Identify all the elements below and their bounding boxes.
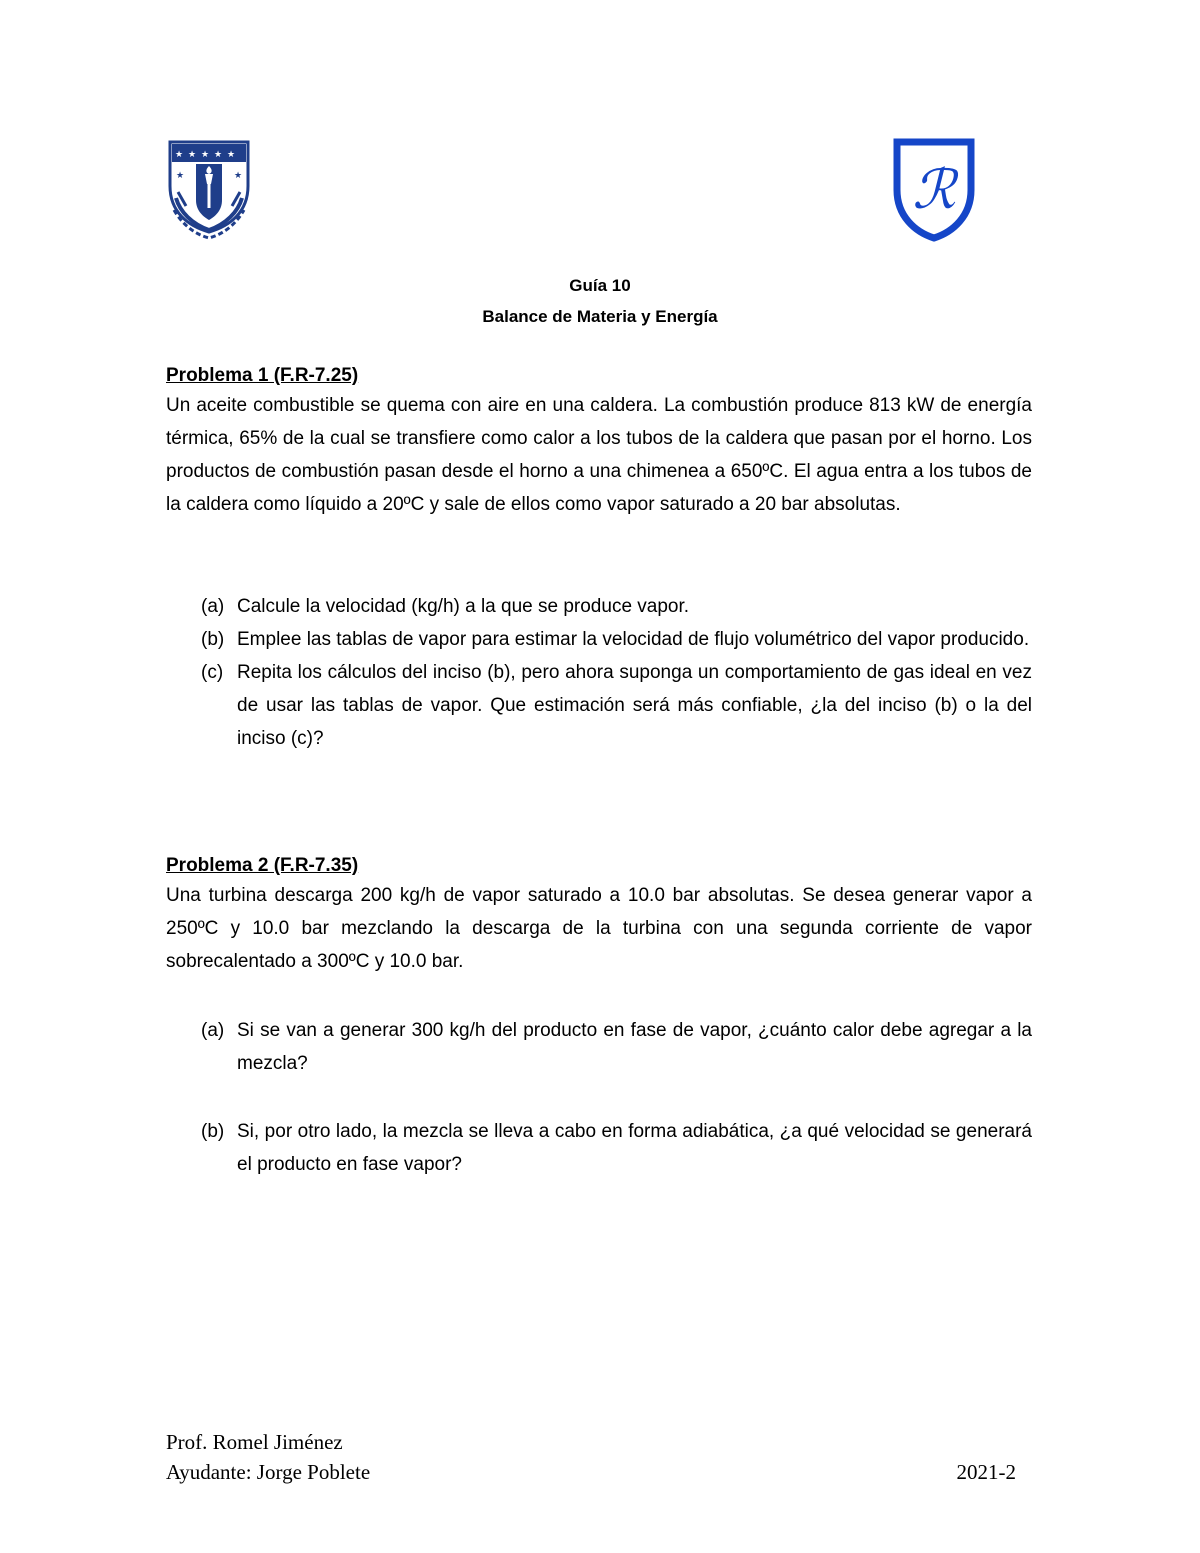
svg-text:★: ★ — [214, 150, 223, 160]
problem-1-heading: Problema 1 (F.R-7.25) — [166, 365, 359, 386]
university-crest-logo — [166, 140, 252, 242]
problem-1 — [166, 362, 1032, 521]
course-subtitle: Balance de Materia y Energía — [482, 307, 718, 326]
assistant-name: Ayudante: Jorge Poblete — [166, 1460, 371, 1484]
problem-2-item-b — [166, 1115, 1032, 1181]
svg-text:★: ★ — [188, 150, 197, 160]
item-text: Calcule la velocidad (kg/h) a la que se produce vapor. — [237, 596, 690, 617]
item-text: Emplee las tablas de vapor para estimar la velocidad de flujo volumétrico del vapor producido. — [237, 629, 1030, 650]
item-marker: (a) — [201, 1020, 225, 1041]
professor-name: Prof. Romel Jiménez — [166, 1430, 343, 1454]
problem-2 — [166, 852, 1032, 978]
problem-2-item-a — [166, 1014, 1032, 1080]
page-footer — [166, 1427, 1016, 1487]
svg-text:★: ★ — [175, 150, 184, 160]
problem-2-items — [166, 1014, 1032, 1181]
svg-text:★: ★ — [234, 171, 243, 181]
academic-term: 2021-2 — [956, 1460, 1016, 1484]
monogram-shield-logo — [893, 138, 975, 242]
item-marker: (a) — [201, 596, 225, 617]
problem-2-statement: Una turbina descarga 200 kg/h de vapor saturado a 10.0 bar absolutas. Se desea generar vapor a 250ºC y 10.0 bar mezclando la descarga de la turbina con una segunda corriente de vapor sobrecalentado a 300ºC y 10.0 bar. — [166, 885, 1032, 972]
item-text: Repita los cálculos del inciso (b), pero ahora suponga un comportamiento de gas ideal en vez de usar las tablas de vapor. Que estimación será más confiable, ¿la del inciso (b) o la del inciso (c)? — [237, 662, 1032, 749]
svg-text:★: ★ — [201, 150, 210, 160]
problem-1-item-c — [166, 656, 1032, 755]
problem-1-item-a — [166, 590, 1032, 623]
svg-text:★: ★ — [227, 150, 236, 160]
problem-1-statement: Un aceite combustible se quema con aire en una caldera. La combustión produce 813 kW de energía térmica, 65% de la cual se transfiere como calor a los tubos de la caldera que pasan por el horno. Los productos de combustión pasan desde el horno a una chimenea a 650ºC. El agua entra a los tubos de la caldera como líquido a 20ºC y sale de ellos como vapor saturado a 20 bar absolutas. — [166, 395, 1032, 515]
guide-title: Guía 10 — [569, 276, 631, 295]
problem-2-heading: Problema 2 (F.R-7.35) — [166, 855, 359, 876]
document-title-block — [0, 270, 1200, 332]
svg-text:★: ★ — [176, 171, 185, 181]
item-marker: (c) — [201, 662, 224, 683]
problem-1-item-b — [166, 623, 1032, 656]
item-marker: (b) — [201, 1121, 225, 1142]
item-text: Si, por otro lado, la mezcla se lleva a cabo en forma adiabática, ¿a qué velocidad se generará el producto en fase vapor? — [237, 1121, 1032, 1175]
item-marker: (b) — [201, 629, 225, 650]
svg-text:ℛ: ℛ — [912, 158, 956, 221]
problem-1-items — [166, 590, 1032, 755]
item-text: Si se van a generar 300 kg/h del producto en fase de vapor, ¿cuánto calor debe agregar a la mezcla? — [237, 1020, 1032, 1074]
